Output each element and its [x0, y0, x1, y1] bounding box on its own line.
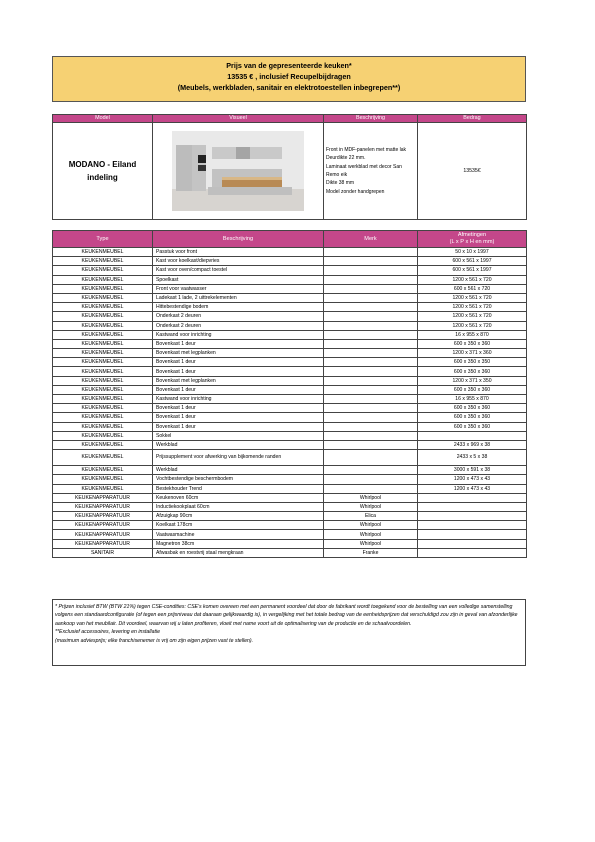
cell-brand [324, 404, 418, 413]
cell-description: Spoelkast [153, 275, 324, 284]
cell-dimensions: 1200 x 473 x 43 [418, 475, 527, 484]
cell-description: Bovenkast 1 deur [153, 339, 324, 348]
banner-price: 13535 € , inclusief Recupelbijdragen [227, 72, 351, 81]
cell-type: KEUKENMEUBEL [53, 450, 153, 466]
cell-type: KEUKENMEUBEL [53, 293, 153, 302]
cell-dimensions: 1200 x 561 x 720 [418, 275, 527, 284]
col-item-description: Beschrijving [153, 231, 324, 248]
cell-type: KEUKENMEUBEL [53, 367, 153, 376]
cell-type: KEUKENMEUBEL [53, 440, 153, 449]
cell-description: Vaatwasmachine [153, 530, 324, 539]
cell-dimensions: 2433 x 969 x 38 [418, 440, 527, 449]
table-row [53, 275, 527, 284]
cell-brand [324, 484, 418, 493]
cell-brand [324, 422, 418, 431]
cell-type: KEUKENMEUBEL [53, 330, 153, 339]
table-row [53, 530, 527, 539]
cell-dimensions: 3000 x 591 x 38 [418, 466, 527, 475]
cell-description: Vochtbestendige beschermbodem [153, 475, 324, 484]
cell-type: KEUKENMEUBEL [53, 266, 153, 275]
cell-description: Bovenkast 1 deur [153, 422, 324, 431]
cell-brand: Whirlpool [324, 530, 418, 539]
cell-dimensions: 50 x 10 x 1997 [418, 248, 527, 257]
table-row [53, 293, 527, 302]
cell-brand: Elica [324, 512, 418, 521]
col-visual: Visueel [153, 115, 324, 123]
cell-type: KEUKENMEUBEL [53, 358, 153, 367]
cell-description: Bovenkast 1 deur [153, 385, 324, 394]
cell-description: Sokkel [153, 431, 324, 440]
cell-description: Bovenkast 1 deur [153, 413, 324, 422]
cell-type: KEUKENMEUBEL [53, 422, 153, 431]
cell-brand [324, 312, 418, 321]
cell-dimensions [418, 548, 527, 557]
cell-description: Kastwand voor inrichting [153, 395, 324, 404]
cell-description: Kast voor oven/compact toestel [153, 266, 324, 275]
cell-brand [324, 367, 418, 376]
cell-brand [324, 395, 418, 404]
cell-description: Werkblad [153, 440, 324, 449]
cell-description: Ladekast 1 lade, 2 uittrekelementen [153, 293, 324, 302]
cell-brand [324, 275, 418, 284]
model-name: MODANO - Eiland indeling [53, 123, 153, 220]
cell-brand [324, 303, 418, 312]
cell-brand [324, 358, 418, 367]
kitchen-image [172, 131, 304, 211]
desc-line: Front in MDF-panelen met matte lak [326, 147, 407, 154]
cell-description: Bovenkast met legplanken [153, 349, 324, 358]
desc-line: Dikte 38 mm [326, 180, 355, 187]
cell-description: Kastwand voor inrichting [153, 330, 324, 339]
cell-description: Afzuigkap 90cm [153, 512, 324, 521]
cell-brand [324, 248, 418, 257]
desc-line: Model zonder handgrepen [326, 188, 385, 195]
desc-line: Laminaat werkblad met decor San Remo eik [326, 163, 402, 178]
table-row [53, 257, 527, 266]
banner-title: Prijs van de gepresenteerde keuken* [226, 61, 352, 70]
cell-dimensions: 1200 x 561 x 720 [418, 303, 527, 312]
table-row [53, 330, 527, 339]
cell-type: KEUKENMEUBEL [53, 376, 153, 385]
cell-type: KEUKENMEUBEL [53, 339, 153, 348]
cell-dimensions: 600 x 350 x 360 [418, 367, 527, 376]
table-row [53, 440, 527, 449]
cell-brand [324, 385, 418, 394]
cell-brand [324, 339, 418, 348]
cell-dimensions [418, 431, 527, 440]
col-type: Type [53, 231, 153, 248]
table-row [53, 339, 527, 348]
table-row [53, 248, 527, 257]
cell-description: Inductiekookplaat 60cm [153, 502, 324, 511]
cell-dimensions: 600 x 350 x 350 [418, 358, 527, 367]
items-table [52, 230, 527, 558]
cell-type: KEUKENMEUBEL [53, 395, 153, 404]
cell-dimensions: 16 x 955 x 870 [418, 330, 527, 339]
cell-description: Bovenkast 1 deur [153, 367, 324, 376]
cell-type: KEUKENMEUBEL [53, 431, 153, 440]
cell-dimensions: 1200 x 561 x 720 [418, 293, 527, 302]
cell-description: Prijssupplement voor afwerking van bijkomende randen [153, 450, 324, 466]
table-row [53, 431, 527, 440]
footnote-exclusive: **Exclusief accessoires, levering en installatie [55, 629, 160, 636]
col-brand: Merk [324, 231, 418, 248]
cell-brand [324, 330, 418, 339]
table-row [53, 376, 527, 385]
col-description: Beschrijving [324, 115, 418, 123]
table-row [53, 284, 527, 293]
table-row [53, 466, 527, 475]
cell-description: Onderkast 2 deuren [153, 312, 324, 321]
banner-note: (Meubels, werkbladen, sanitair en elektrotoestellen inbegrepen**) [177, 83, 401, 92]
model-amount: 13535€ [418, 123, 527, 220]
cell-dimensions: 600 x 350 x 360 [418, 404, 527, 413]
cell-description: Bovenkast met legplanken [153, 376, 324, 385]
table-row [53, 502, 527, 511]
cell-description: Bovenkast 1 deur [153, 404, 324, 413]
table-row [53, 484, 527, 493]
cell-type: KEUKENMEUBEL [53, 349, 153, 358]
cell-type: KEUKENAPPARATUUR [53, 521, 153, 530]
cell-brand [324, 431, 418, 440]
price-banner [52, 56, 526, 102]
cell-brand [324, 257, 418, 266]
cell-type: KEUKENMEUBEL [53, 257, 153, 266]
cell-description: Werkblad [153, 466, 324, 475]
cell-dimensions: 1200 x 371 x 360 [418, 349, 527, 358]
cell-type: KEUKENMEUBEL [53, 248, 153, 257]
cell-dimensions: 600 x 561 x 1997 [418, 257, 527, 266]
table-row [53, 413, 527, 422]
table-row [53, 539, 527, 548]
cell-dimensions: 600 x 350 x 360 [418, 339, 527, 348]
cell-dimensions: 1200 x 561 x 720 [418, 321, 527, 330]
cell-type: KEUKENMEUBEL [53, 312, 153, 321]
cell-description: Hittebestendige bodem [153, 303, 324, 312]
items-body [53, 248, 527, 558]
cell-dimensions: 2433 x 5 x 38 [418, 450, 527, 466]
cell-type: SANITAIR [53, 548, 153, 557]
cell-dimensions: 16 x 955 x 870 [418, 395, 527, 404]
cell-dimensions: 600 x 350 x 360 [418, 413, 527, 422]
cell-brand [324, 284, 418, 293]
cell-brand [324, 349, 418, 358]
cell-type: KEUKENAPPARATUUR [53, 502, 153, 511]
table-row [53, 475, 527, 484]
cell-brand: Franke [324, 548, 418, 557]
cell-dimensions [418, 502, 527, 511]
cell-description: Keukenoven 60cm [153, 493, 324, 502]
desc-line: Deurdikte 22 mm. [326, 155, 366, 162]
table-row [53, 395, 527, 404]
cell-brand: Whirlpool [324, 539, 418, 548]
cell-brand [324, 266, 418, 275]
col-dimensions: Afmetingen (L x P x H en mm) [418, 231, 527, 248]
cell-description: Bovenkast 1 deur [153, 358, 324, 367]
col-model: Model [53, 115, 153, 123]
kitchen-visual [153, 123, 324, 220]
cell-dimensions: 600 x 561 x 720 [418, 284, 527, 293]
table-row [53, 548, 527, 557]
cell-description: Kast voor koelkast/diepvries [153, 257, 324, 266]
cell-type: KEUKENMEUBEL [53, 385, 153, 394]
cell-type: KEUKENAPPARATUUR [53, 539, 153, 548]
cell-dimensions [418, 539, 527, 548]
cell-description: Passtuk voor front [153, 248, 324, 257]
cell-dimensions: 1200 x 371 x 350 [418, 376, 527, 385]
cell-description: Magnetron 38cm [153, 539, 324, 548]
cell-dimensions: 1200 x 473 x 43 [418, 484, 527, 493]
cell-description: Front voor vaatwasser [153, 284, 324, 293]
table-row [53, 450, 527, 466]
cell-type: KEUKENAPPARATUUR [53, 512, 153, 521]
table-row [53, 358, 527, 367]
cell-type: KEUKENMEUBEL [53, 484, 153, 493]
cell-brand [324, 376, 418, 385]
col-amount: Bedrag [418, 115, 527, 123]
cell-description: Bestekhouder Trend [153, 484, 324, 493]
cell-brand: Whirlpool [324, 502, 418, 511]
table-row [53, 312, 527, 321]
footnote-price-advice: (maximum adviesprijs; elke franchisenemer is vrij om zijn eigen prijzen vast te stellen). [55, 637, 254, 644]
cell-description: Onderkast 2 deuren [153, 321, 324, 330]
cell-description: Koelkast 178cm [153, 521, 324, 530]
table-row [53, 422, 527, 431]
cell-brand [324, 321, 418, 330]
cell-dimensions: 1200 x 561 x 720 [418, 312, 527, 321]
cell-type: KEUKENMEUBEL [53, 303, 153, 312]
cell-brand [324, 475, 418, 484]
table-row [53, 321, 527, 330]
cell-brand [324, 440, 418, 449]
table-row [53, 367, 527, 376]
cell-type: KEUKENAPPARATUUR [53, 530, 153, 539]
cell-dimensions: 600 x 350 x 360 [418, 385, 527, 394]
table-row [53, 385, 527, 394]
cell-dimensions: 600 x 561 x 1997 [418, 266, 527, 275]
cell-dimensions: 600 x 350 x 360 [418, 422, 527, 431]
cell-type: KEUKENMEUBEL [53, 275, 153, 284]
table-row [53, 493, 527, 502]
cell-type: KEUKENAPPARATUUR [53, 493, 153, 502]
cell-type: KEUKENMEUBEL [53, 475, 153, 484]
footnote-cse: * Prijzen inclusief BTW (BTW 21%) tegen CSE-condities: CSE's komen overeen met een permanent voordeel dat door de fabrikant wordt toegekend voor de bestelling van een volledige samenstelling volgens een standaardconfiguratie (of tegen een prijsniveau dat daaraan gelijkwaardig is), in vergelijking met het totale bedrag van de eenheidsprijzen dat verschuldigd zou zijn in geval van afzonderlijke aankoop van het meubilair. Dit voordeel, waarvan wij u laten profiteren, vloeit met name voort uit de optimalisering van de productie en de schaalvoordelen. [55, 604, 518, 627]
cell-dimensions [418, 530, 527, 539]
cell-dimensions [418, 521, 527, 530]
table-row [53, 521, 527, 530]
cell-type: KEUKENMEUBEL [53, 404, 153, 413]
cell-type: KEUKENMEUBEL [53, 413, 153, 422]
cell-brand [324, 293, 418, 302]
cell-dimensions [418, 512, 527, 521]
table-row [53, 266, 527, 275]
cell-brand: Whirlpool [324, 521, 418, 530]
table-row [53, 512, 527, 521]
model-description [324, 123, 418, 220]
cell-description: Afwasbak en roestvrij staal mengkraan [153, 548, 324, 557]
cell-dimensions [418, 493, 527, 502]
cell-type: KEUKENMEUBEL [53, 321, 153, 330]
table-row [53, 303, 527, 312]
cell-type: KEUKENMEUBEL [53, 466, 153, 475]
cell-brand [324, 450, 418, 466]
footnotes [52, 599, 526, 666]
cell-brand: Whirlpool [324, 493, 418, 502]
summary-table [52, 114, 527, 220]
cell-brand [324, 413, 418, 422]
table-row [53, 404, 527, 413]
table-row [53, 349, 527, 358]
cell-brand [324, 466, 418, 475]
cell-type: KEUKENMEUBEL [53, 284, 153, 293]
